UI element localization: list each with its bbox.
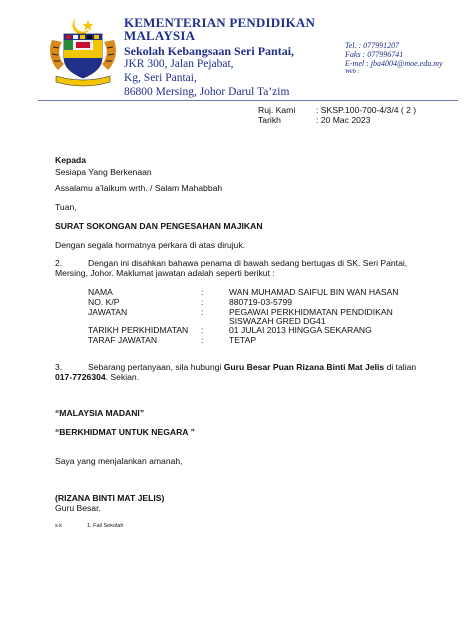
paragraph-2-line-2: Mersing, Johor. Maklumat jawatan adalah seperti berikut : (55, 268, 275, 278)
ref-value: : SKSP.100-700-4/3/4 ( 2 ) (316, 105, 417, 115)
detail-value-nama: WAN MUHAMAD SAIFUL BIN WAN HASAN (229, 287, 399, 297)
detail-label-jawatan: JAWATAN (88, 307, 128, 317)
detail-label-tarikh: TARIKH PERKHIDMATAN (88, 325, 189, 335)
contact-email: E-mel : jba4004@moe.edu.my (345, 59, 443, 68)
detail-colon: : (201, 297, 204, 307)
salutation: Tuan, (55, 202, 77, 212)
detail-value-taraf: TETAP (229, 335, 257, 345)
paragraph-3-line-2: 017-7726304. Sekian. (55, 372, 140, 382)
paragraph-3-line-1: Sebarang pertanyaan, sila hubungi Guru Besar Puan Rizana Binti Mat Jelis di talian (88, 362, 417, 372)
address-line-3: 86800 Mersing, Johor Darul Ta’zim (124, 86, 290, 98)
address-line-2: Kg, Seri Pantai, (124, 72, 197, 84)
detail-value-jawatan-2: SISWAZAH GRED DG41 (229, 316, 326, 326)
detail-value-kp: 880719-03-5799 (229, 297, 293, 307)
address-line-1: JKR 300, Jalan Pejabat, (124, 58, 234, 70)
date-label: Tarikh (258, 115, 281, 125)
slogan-malaysia-madani: “MALAYSIA MADANI” (55, 408, 145, 418)
slogan-berkhidmat: “BERKHIDMAT UNTUK NEGARA ” (55, 427, 195, 437)
ministry-line-1: KEMENTERIAN PENDIDIKAN (124, 15, 316, 30)
detail-colon: : (201, 335, 204, 345)
recipient-heading: Kepada (55, 155, 87, 165)
malaysia-coat-of-arms-icon (46, 14, 120, 88)
paragraph-3-number: 3. (55, 362, 63, 372)
sk-label: s.k (55, 523, 63, 529)
detail-label-nama: NAMA (88, 287, 113, 297)
contact-faks: Faks : 077996741 (345, 50, 404, 59)
detail-colon: : (201, 307, 204, 317)
recipient-name: Sesiapa Yang Berkenaan (55, 167, 152, 177)
paragraph-2-line-1: Dengan ini disahkan bahawa penama di bawah sedang bertugas di SK. Seri Pantai, (88, 258, 408, 268)
letter-subject: SURAT SOKONGAN DAN PENGESAHAN MAJIKAN (55, 221, 263, 231)
date-value: : 20 Mac 2023 (316, 115, 371, 125)
greeting: Assalamu a’laikum wrth. / Salam Mahabbah (55, 183, 223, 193)
closing: Saya yang menjalankan amanah, (55, 456, 183, 466)
paragraph-2-number: 2. (55, 258, 63, 268)
contact-tel: Tel. : 077991207 (345, 41, 400, 50)
signatory-name: (RIZANA BINTI MAT JELIS) (55, 493, 165, 503)
detail-label-taraf: TARAF JAWATAN (88, 335, 158, 345)
detail-value-jawatan: PEGAWAI PERKHIDMATAN PENDIDIKAN (229, 307, 393, 317)
detail-label-kp: NO. K/P (88, 297, 120, 307)
detail-colon: : (201, 325, 204, 335)
detail-colon: : (201, 287, 204, 297)
detail-value-tarikh: 01 JULAI 2013 HINGGA SEKARANG (229, 325, 372, 335)
intro-paragraph: Dengan segala hormatnya perkara di atas dirujuk. (55, 240, 246, 250)
school-name: Sekolah Kebangsaan Seri Pantai, (124, 44, 295, 58)
ministry-name (124, 16, 315, 42)
ref-label: Ruj. Kami (258, 105, 296, 115)
header-divider (38, 100, 458, 101)
contact-web: Web : (345, 68, 360, 75)
signatory-title: Guru Besar. (55, 503, 101, 513)
sk-item: 1. Fail Sekolah (87, 523, 124, 529)
ministry-line-2: MALAYSIA (124, 28, 196, 43)
